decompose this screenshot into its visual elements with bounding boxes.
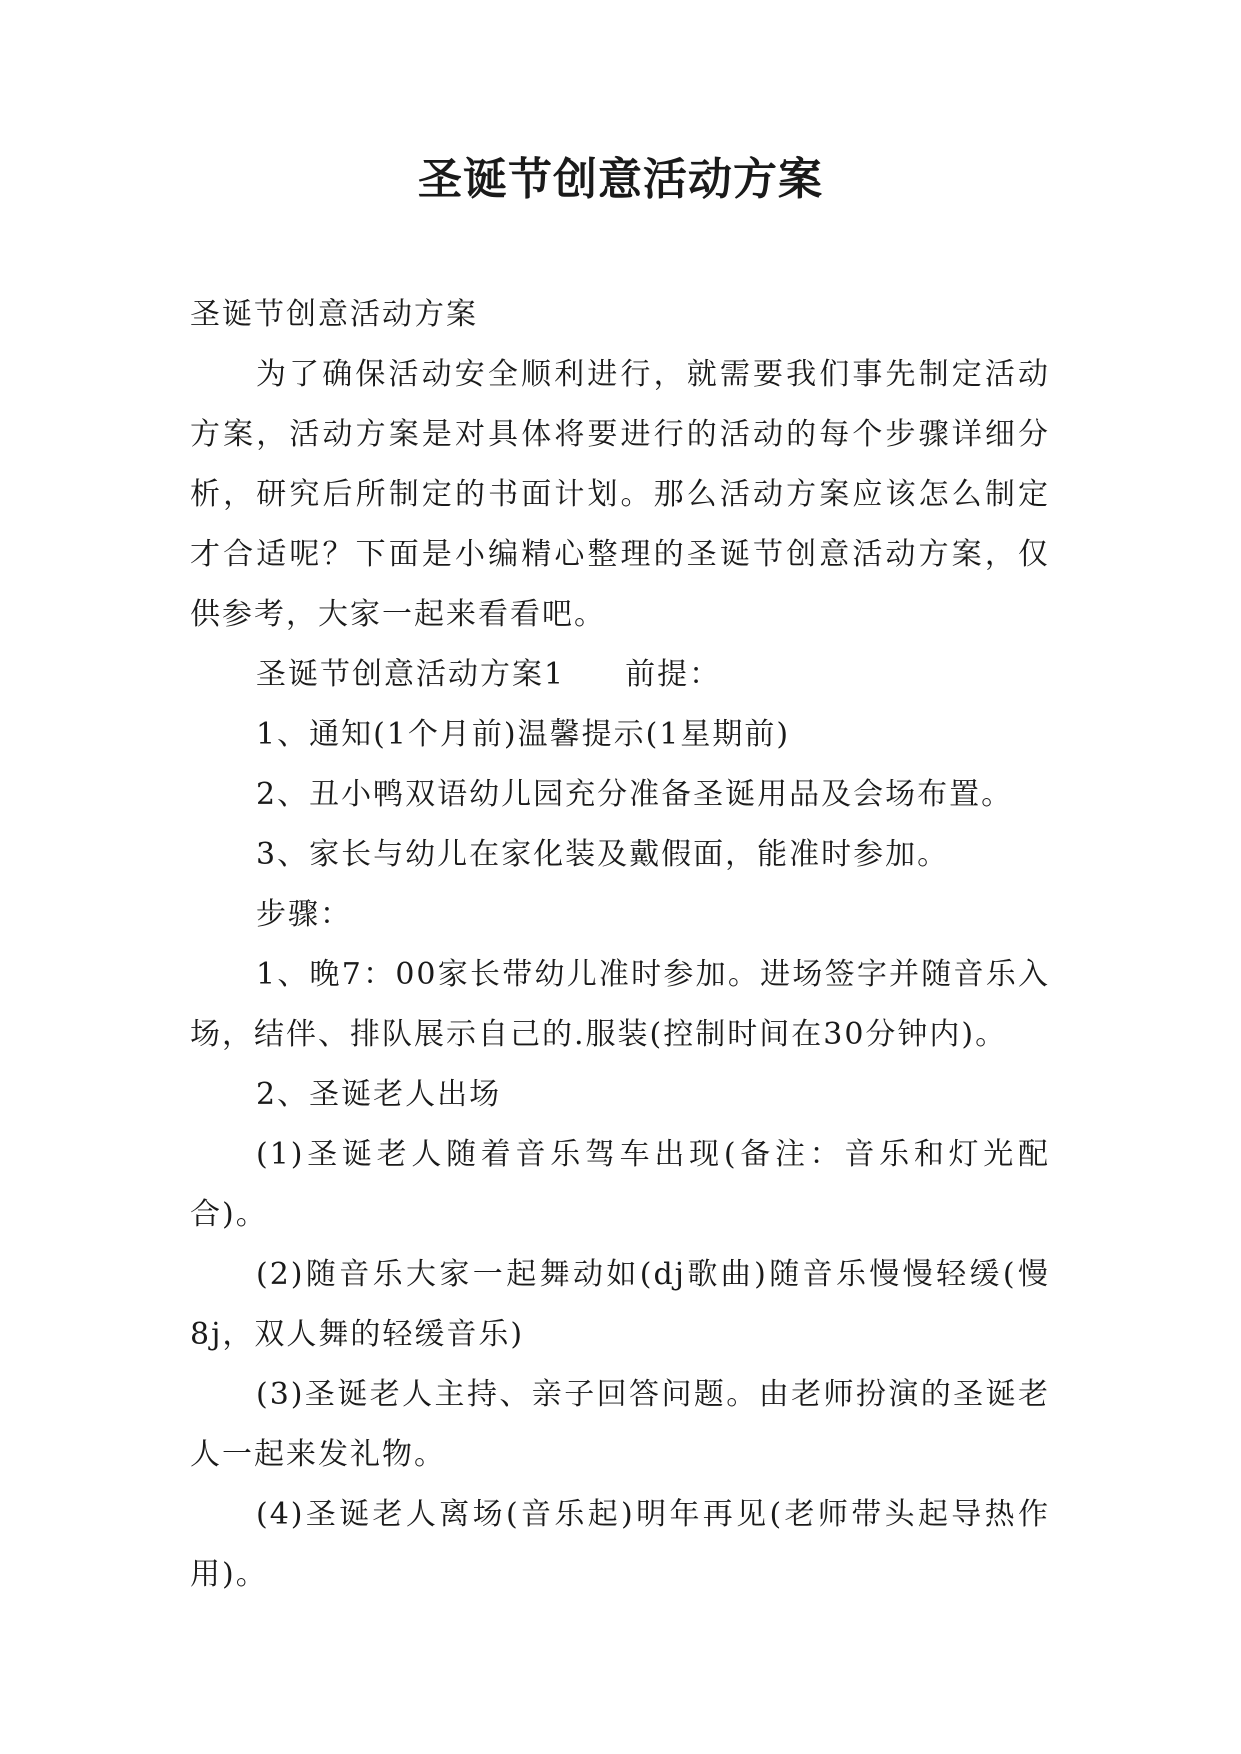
- sub-step-item: (4)圣诞老人离场(音乐起)明年再见(老师带头起导热作用)。: [190, 1497, 1050, 1592]
- document-title: 圣诞节创意活动方案: [418, 154, 823, 205]
- plan-heading-line: [190, 645, 1050, 705]
- document-body: [190, 285, 1050, 1605]
- premise-item: 2、丑小鸭双语幼儿园充分准备圣诞用品及会场布置。: [256, 777, 1014, 812]
- steps-label: 步骤：: [256, 897, 352, 932]
- sub-step-item: (2)随音乐大家一起舞动如(dj歌曲)随音乐慢慢轻缓(慢8j，双人舞的轻缓音乐): [190, 1257, 1050, 1352]
- sub-step-item: (1)圣诞老人随着音乐驾车出现(备注：音乐和灯光配合)。: [190, 1137, 1050, 1232]
- plan-heading: 圣诞节创意活动方案1: [256, 657, 566, 692]
- step-item: 1、晚7：00家长带幼儿准时参加。进场签字并随音乐入场，结伴、排队展示自己的.服装(控制时间在30分钟内)。: [190, 957, 1050, 1052]
- premise-item: 1、通知(1个月前)温馨提示(1星期前): [256, 717, 791, 752]
- document-subtitle: 圣诞节创意活动方案: [190, 297, 478, 332]
- premise-label: 前提：: [625, 657, 722, 692]
- intro-paragraph: 为了确保活动安全顺利进行，就需要我们事先制定活动方案，活动方案是对具体将要进行的活动的每个步骤详细分析，研究后所制定的书面计划。那么活动方案应该怎么制定才合适呢？下面是小编精心整理的圣诞节创意活动方案，仅供参考，大家一起来看看吧。: [190, 357, 1050, 632]
- premise-item: 3、家长与幼儿在家化装及戴假面，能准时参加。: [256, 837, 950, 872]
- step-item: 2、圣诞老人出场: [256, 1077, 502, 1112]
- sub-step-item: (3)圣诞老人主持、亲子回答问题。由老师扮演的圣诞老人一起来发礼物。: [190, 1377, 1050, 1472]
